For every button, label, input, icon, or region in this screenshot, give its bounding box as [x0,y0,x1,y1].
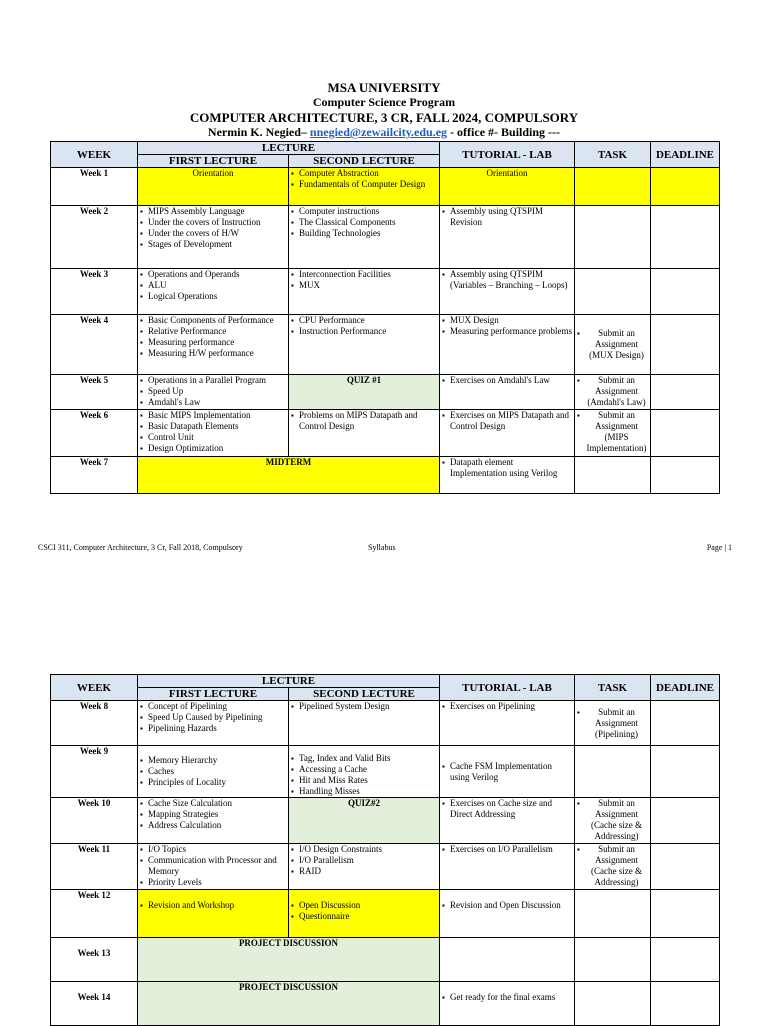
week-label: Week 4 [51,315,138,375]
instructor-line [0,125,768,140]
tutorial-cell [440,457,575,494]
topic-item: ▪ Interconnection Facilities [291,269,437,280]
topic-item: ▪ RAID [291,866,437,877]
task-cell [575,168,651,206]
topic-item: ▪ Questionnaire [291,911,437,922]
topic-item: ▪ Tag, Index and Valid Bits [291,753,437,764]
second-lecture-cell [289,206,440,269]
topic-text: Orientation [486,168,528,178]
first-lecture-cell [138,798,289,844]
table-row [51,938,720,982]
topic-item: ▪ Accessing a Cache [291,764,437,775]
instructor-name: Nermin K. Negied– [207,125,310,139]
quiz-2-cell: QUIZ#2 [289,798,440,844]
schedule-table-page-1 [50,141,720,494]
tutorial-cell [440,844,575,890]
topic-item: ▪ Computer Abstraction [291,168,437,179]
first-lecture-cell [138,206,289,269]
table-row [51,701,720,746]
task-cell [575,457,651,494]
topic-item: ▪ Pipelining Hazards [140,723,286,734]
week-label: Week 9 [51,746,138,798]
footer-course: CSCI 311, Computer Architecture, 3 Cr, Fall 2018, Compulsory [38,543,243,552]
tutorial-cell [440,206,575,269]
tutorial-cell [440,375,575,410]
task-header: TASK [575,675,651,701]
topic-item: ▪ Measuring performance [140,337,286,348]
topic-item: ▪ Exercises on Cache size and Direct Addressing [442,798,572,820]
office-info: - office #- Building --- [447,125,561,139]
topic-item: ▪ Instruction Performance [291,326,437,337]
task-item: ▪ Submit an Assignment (MUX Design) [577,328,648,361]
first-lecture-header: FIRST LECTURE [138,155,289,168]
first-lecture-cell [138,375,289,410]
topic-item: ▪ Exercises on Pipelining [442,701,572,712]
topic-item: ▪ Measuring performance problems [442,326,572,337]
tutorial-cell [440,701,575,746]
topic-item: ▪ The Classical Components [291,217,437,228]
week-header: WEEK [51,142,138,168]
tutorial-cell [440,269,575,315]
deadline-cell [651,746,720,798]
second-lecture-header: SECOND LECTURE [289,155,440,168]
task-cell [575,982,651,1026]
topic-item: ▪ ALU [140,280,286,291]
week-header: WEEK [51,675,138,701]
table-row [51,375,720,410]
task-cell [575,269,651,315]
topic-item: ▪ Design Optimization [140,443,286,454]
topic-item: ▪ Under the covers of Instruction [140,217,286,228]
lecture-header: LECTURE [138,675,440,688]
deadline-header: DEADLINE [651,142,720,168]
footer-page-number: Page | 1 [706,543,732,552]
tutorial-cell [440,938,575,982]
topic-item: ▪ Memory Hierarchy [140,755,286,766]
topic-item: ▪ Caches [140,766,286,777]
topic-item: ▪ Datapath element Implementation using Verilog [442,457,572,479]
task-item: ▪ Submit an Assignment (Pipelining) [577,707,648,740]
topic-item: ▪ I/O Topics [140,844,286,855]
table-row [51,457,720,494]
topic-item: ▪ CPU Performance [291,315,437,326]
tutorial-cell [440,410,575,457]
week-label: Week 14 [51,982,138,1026]
task-item: ▪ Submit an Assignment (MIPS Implementation) [577,410,648,454]
task-cell [575,410,651,457]
midterm-cell: MIDTERM [138,457,440,494]
first-lecture-cell [138,315,289,375]
deadline-cell [651,938,720,982]
task-cell [575,746,651,798]
topic-item: ▪ Control Unit [140,432,286,443]
second-lecture-cell [289,890,440,938]
task-header: TASK [575,142,651,168]
table-row [51,982,720,1026]
topic-item: ▪ Under the covers of H/W [140,228,286,239]
document-header [0,80,768,140]
first-lecture-cell [138,746,289,798]
footer-syllabus: Syllabus [368,543,396,552]
topic-item: ▪ I/O Parallelism [291,855,437,866]
topic-item: ▪ Open Discussion [291,900,437,911]
table-row [51,410,720,457]
topic-item: ▪ Priority Levels [140,877,286,888]
task-cell [575,701,651,746]
deadline-cell [651,206,720,269]
task-item: ▪ Submit an Assignment (Amdahl's Law) [577,375,648,408]
topic-item: ▪ Hit and Miss Rates [291,775,437,786]
task-cell [575,938,651,982]
week-label: Week 8 [51,701,138,746]
topic-text: Orientation [192,168,234,178]
week-label: Week 13 [51,938,138,982]
deadline-cell [651,375,720,410]
program-name: Computer Science Program [312,95,456,109]
tutorial-cell [440,890,575,938]
topic-item: ▪ Principles of Locality [140,777,286,788]
topic-item: ▪ Address Calculation [140,820,286,831]
topic-item: ▪ Measuring H/W performance [140,348,286,359]
second-lecture-cell [289,746,440,798]
deadline-cell [651,457,720,494]
schedule-table-page-2 [50,674,720,1026]
topic-item: ▪ Basic MIPS Implementation [140,410,286,421]
topic-item: ▪ Basic Components of Performance [140,315,286,326]
topic-item: ▪ Speed Up [140,386,286,397]
task-item: ▪ Submit an Assignment (Cache size & Addressing) [577,798,648,842]
topic-item: ▪ Building Technologies [291,228,437,239]
task-cell [575,206,651,269]
topic-item: ▪ Assembly using QTSPIM Revision [442,206,572,228]
first-lecture-cell [138,168,289,206]
tutorial-header: TUTORIAL - LAB [440,142,575,168]
second-lecture-cell [289,410,440,457]
table-row [51,844,720,890]
tutorial-cell [440,982,575,1026]
topic-item: ▪ Revision and Open Discussion [442,900,572,911]
topic-item: ▪ Problems on MIPS Datapath and Control Design [291,410,437,432]
week-label: Week 3 [51,269,138,315]
week-label: Week 11 [51,844,138,890]
second-lecture-cell [289,269,440,315]
topic-item: ▪ Exercises on I/O Parallelism [442,844,572,855]
second-lecture-cell [289,315,440,375]
topic-item: ▪ Concept of Pipelining [140,701,286,712]
task-cell [575,798,651,844]
deadline-cell [651,269,720,315]
week-label: Week 6 [51,410,138,457]
first-lecture-header: FIRST LECTURE [138,688,289,701]
tutorial-cell [440,315,575,375]
topic-item: ▪ Revision and Workshop [140,900,286,911]
topic-item: ▪ MUX [291,280,437,291]
tutorial-cell [440,798,575,844]
deadline-cell [651,701,720,746]
topic-item: ▪ Mapping Strategies [140,809,286,820]
second-lecture-header: SECOND LECTURE [289,688,440,701]
topic-item: ▪ Cache FSM Implementation using Verilog [442,761,572,783]
table-row [51,206,720,269]
table-row [51,746,720,798]
table-row [51,269,720,315]
project-discussion-cell: PROJECT DISCUSSION [138,982,440,1026]
task-cell [575,844,651,890]
table-row [51,798,720,844]
course-title: COMPUTER ARCHITECTURE, 3 CR, FALL 2024, COMPULSORY [189,110,579,125]
first-lecture-cell [138,890,289,938]
topic-item: ▪ Operations and Operands [140,269,286,280]
week-label: Week 2 [51,206,138,269]
lecture-header: LECTURE [138,142,440,155]
topic-item: ▪ Relative Performance [140,326,286,337]
week-label: Week 5 [51,375,138,410]
deadline-cell [651,315,720,375]
instructor-email-link[interactable]: nnegied@zewailcity.edu.eg [309,125,448,139]
topic-item: ▪ Computer instructions [291,206,437,217]
second-lecture-cell [289,844,440,890]
topic-item: ▪ MIPS Assembly Language [140,206,286,217]
topic-item: ▪ Speed Up Caused by Pipelining [140,712,286,723]
task-cell [575,890,651,938]
table-row [51,315,720,375]
deadline-cell [651,982,720,1026]
first-lecture-cell [138,269,289,315]
deadline-header: DEADLINE [651,675,720,701]
deadline-cell [651,844,720,890]
topic-item: ▪ Amdahl's Law [140,397,286,408]
table-row [51,168,720,206]
topic-item: ▪ Pipelined System Design [291,701,437,712]
project-discussion-cell: PROJECT DISCUSSION [138,938,440,982]
week-label: Week 7 [51,457,138,494]
topic-item: ▪ Cache Size Calculation [140,798,286,809]
week-label: Week 10 [51,798,138,844]
week-label: Week 1 [51,168,138,206]
topic-item: ▪ Logical Operations [140,291,286,302]
topic-item: ▪ Exercises on Amdahl's Law [442,375,572,386]
task-cell [575,315,651,375]
task-item: ▪ Submit an Assignment (Cache size & Addressing) [577,844,648,888]
deadline-cell [651,410,720,457]
tutorial-cell [440,168,575,206]
university-name: MSA UNIVERSITY [327,80,441,95]
deadline-cell [651,168,720,206]
first-lecture-cell [138,410,289,457]
second-lecture-cell [289,701,440,746]
topic-item: ▪ Assembly using QTSPIM (Variables – Branching – Loops) [442,269,572,291]
topic-item: ▪ Get ready for the final exams [442,992,572,1003]
topic-item: ▪ Operations in a Parallel Program [140,375,286,386]
tutorial-cell [440,746,575,798]
topic-item: ▪ MUX Design [442,315,572,326]
topic-item: ▪ I/O Design Constraints [291,844,437,855]
first-lecture-cell [138,701,289,746]
table-row [51,890,720,938]
first-lecture-cell [138,844,289,890]
second-lecture-cell [289,168,440,206]
topic-item: ▪ Handling Misses [291,786,437,797]
week-label: Week 12 [51,890,138,938]
topic-item: ▪ Fundamentals of Computer Design [291,179,437,190]
quiz-1-cell: QUIZ #1 [289,375,440,410]
topic-item: ▪ Communication with Processor and Memory [140,855,286,877]
tutorial-header: TUTORIAL - LAB [440,675,575,701]
topic-item: ▪ Stages of Development [140,239,286,250]
task-cell [575,375,651,410]
deadline-cell [651,798,720,844]
deadline-cell [651,890,720,938]
topic-item: ▪ Basic Datapath Elements [140,421,286,432]
topic-item: ▪ Exercises on MIPS Datapath and Control Design [442,410,572,432]
